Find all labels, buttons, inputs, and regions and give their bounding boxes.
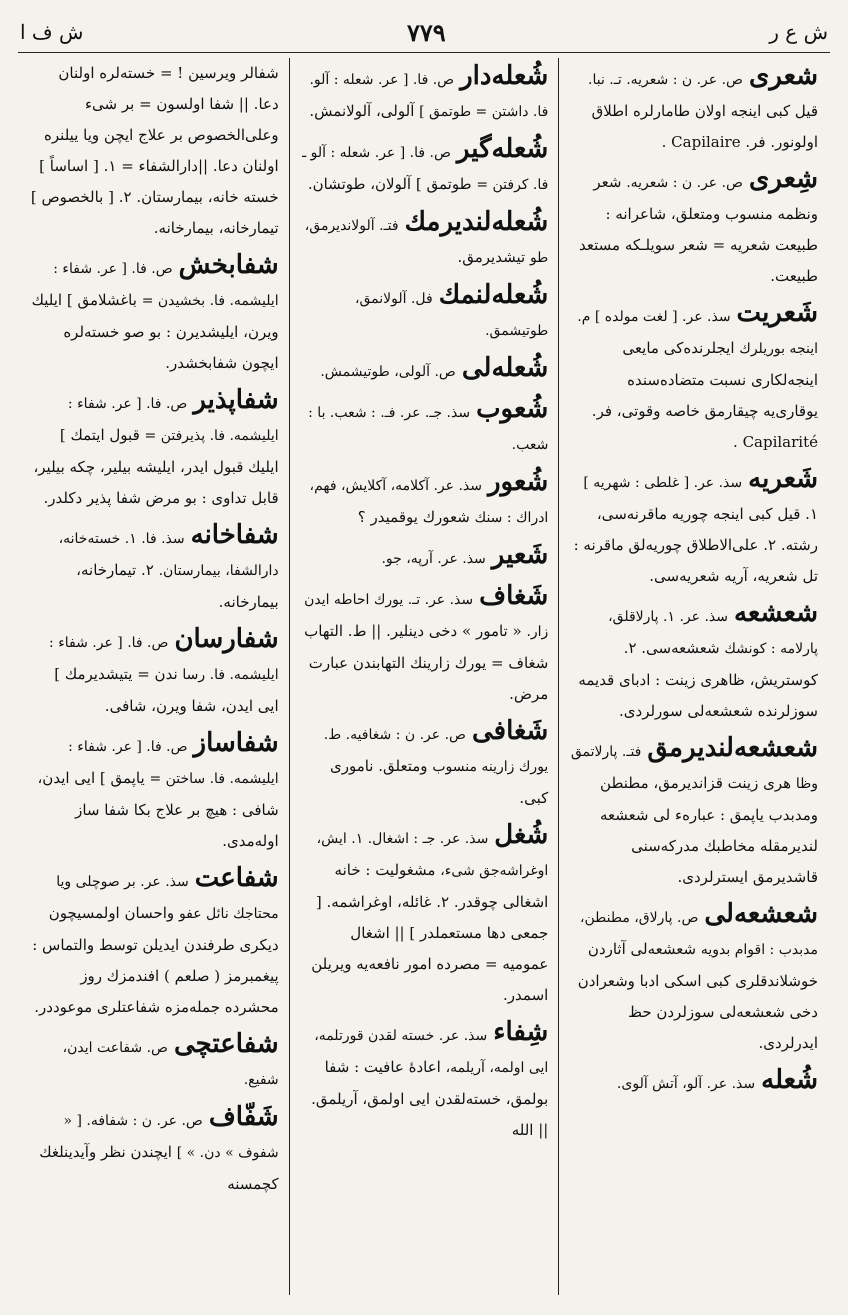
entry-definition: شعورك یوقمیدر ؟ [357, 508, 470, 526]
entry-grammar: ص. فا. [ عر. شفاء : ایلیشمه. فا. ساختن = [68, 739, 279, 787]
entry-grammar: ص. فا. [ عر. شعله : آلو. فا. داشتن = طوتمق ] [309, 72, 549, 120]
entry-definition: تیشدیرمق. [457, 248, 526, 266]
dictionary-entry [30, 1026, 279, 1096]
entry-definition: ایچندن نظر وآیدینلغك کچمسنه [39, 1143, 279, 1193]
dictionary-entry [300, 277, 549, 347]
entry-headword: شَعریت [736, 298, 818, 328]
dictionary-entry [30, 247, 279, 379]
entry-grammar: ص. آلولی، طوتیشمش. [320, 364, 456, 380]
entry-grammar: فل. آلولانمق، طوتیشمق. [354, 291, 549, 339]
entry-grammar: ص. پارلاق، مطنطن، مدبدب : اقوام بدویه [579, 910, 818, 958]
entry-grammar: ص. فا. [ عر. شفاء : ایلیشمه. فا. بخشیدن = [53, 261, 279, 309]
entry-headword: شُغل [494, 820, 549, 850]
entry-headword: شفاعت [194, 863, 279, 893]
entry-headword: شعشعه‌لندیرمق [647, 733, 818, 763]
entry-grammar: ص. عر. ن : شعریه. [626, 175, 743, 191]
entry-grammar: فتـ. آلولاندیرمق، طو [304, 218, 549, 266]
dictionary-entry [30, 621, 279, 722]
entry-grammar: ص. عر. ن : شغافیه. ط. یورك زارینه منسوب [323, 727, 549, 775]
entry-headword: شعشعه [733, 598, 818, 628]
dictionary-entry [569, 461, 818, 592]
entry-definition: آلولی، آلولانمش. [309, 102, 415, 120]
dictionary-entry [30, 860, 279, 1023]
dictionary-entry [569, 896, 818, 1059]
column-middle [290, 58, 560, 1295]
dictionary-entry [300, 58, 549, 128]
entry-headword: شفاعتچی [173, 1029, 279, 1059]
entry-headword: شفارسان [174, 624, 279, 654]
entry-headword: شعری [748, 61, 818, 91]
header-left-letters: ش ف ا [20, 20, 84, 44]
entry-definition: شفالر ویرسین ! = خسته‌لره اولنان دعا. || شفا اولسون = بر شیء وعلی‌الخصوص بر علاج ایچن ویا ییلنره اولنان دعا. ||دارالشفاء = ١. [ اساساً ] خسته خانه، بیمارستان. ٢. [ بالخصوص ] تیمارخانه، بیمارخانه. [30, 64, 279, 237]
dictionary-entry [300, 350, 549, 388]
dictionary-entry [569, 730, 818, 893]
dictionary-entry [30, 725, 279, 857]
entry-definition: یاپمق ] ایی ایدن، شافی : هیچ بر علاج بکا شفا ساز اوله‌مدی. [37, 769, 279, 850]
entry-headword: شُعله‌لندیرمك [404, 207, 549, 237]
entry-grammar: ص. فا. [ عر. شعله : آلو ـ فا. کرفتن = [302, 145, 549, 193]
header-right-letters: ش ع ر [769, 20, 828, 44]
header-rule [18, 52, 830, 53]
entry-definition: باغشلامق ] ایلیك ویرن، ایلیشدیرن : بو صو خسته‌لره ایچون شفابخشدر. [31, 291, 279, 372]
entry-definition: طوتمق ] آلولان، طوتشان. [307, 175, 472, 193]
entry-definition: واحسان اولمسیچون دیکری طرفندن ایدیلن توسط والتماس : پیغمبرمز ( صلعم ) افندمزك روز محشرده جمله‌مزه شفاعتلری موعوددر. [32, 904, 279, 1016]
entry-headword: شعشعه‌لی [704, 899, 818, 929]
entry-grammar: سذ. عر. آلو، آتش آلوی. [616, 1076, 756, 1092]
entry-grammar: سذ. عر. آرپه، جو. [381, 551, 486, 567]
dictionary-entry [300, 817, 549, 1011]
entry-headword: شِفاء [493, 1017, 549, 1047]
entry-headword: شفاپذیر [193, 385, 279, 415]
entry-grammar: سذ. عر. خسته لقدن قورتلمه، ایی اولمه، آریلمه، [314, 1028, 549, 1076]
dictionary-entry [300, 713, 549, 814]
entry-headword: شفابخش [178, 250, 279, 280]
dictionary-entry [300, 464, 549, 534]
entry-definition: شعشعه‌لی آثاردن خوشلاندقلری کبی اسکی ادبا وشعرادن دخی شعشعه‌لی سوزلردن حظ ایدرلردی. [577, 940, 818, 1052]
entry-grammar: ص. عر. ن : شفافه. [ « شفوف » دن. » ] [63, 1113, 279, 1161]
entry-grammar: سذ. فا. ١. خسته‌خانه، دارالشفا، بیمارستان. [58, 531, 279, 579]
entry-grammar: سذ. عر. ١. پارلاقلق، پارلامه : کونشك [608, 609, 818, 657]
entry-headword: شُعله‌لی [461, 353, 549, 383]
entry-grammar: سذ. عر. [ لغت مولده ] م. اینجه بوریلرك [577, 309, 818, 357]
entry-headword: شفاخانه [190, 520, 279, 550]
entry-grammar: سذ. عر. بر صوچلی ویا محتاجك نائل عفو [56, 874, 279, 922]
dictionary-entry [569, 58, 818, 158]
entry-grammar: ص. شفاعت ایدن، شفیع. [62, 1040, 279, 1088]
dictionary-entry [300, 131, 549, 201]
running-header [20, 14, 828, 50]
entry-definition: هری زینت قزاندیرمق، مطنطن ومدبدب یاپمق : عبارهء لی شعشعه لندیرمقله مخاطبك مدرکه‌سنی قاشدیرمق ایسترلردی. [599, 774, 818, 886]
entry-headword: شُعله‌لنمك [438, 280, 549, 310]
dictionary-entry [30, 517, 279, 618]
dictionary-entry [30, 1099, 279, 1200]
entry-definition: قیل کبی اینجه اولان طامارلره اطلاق اولونور. فر. Capilaire . [591, 102, 818, 151]
entry-headword: شفاساز [193, 728, 279, 758]
entry-grammar: فتـ. پارلاتمق وظا [570, 744, 818, 792]
entry-definition: شعر ونظمه منسوب ومتعلق، شاعرانه : طبیعت شعریه = شعر سویلـکه مستعد طبیعت. [579, 173, 818, 285]
entry-headword: شُعله‌دار [460, 61, 549, 91]
dictionary-entry [300, 204, 549, 274]
entry-definition: « تامور » دخی دینلیر. || ط. التهاب شغاف = یورك زارینك التهابندن عبارت مرض. [304, 622, 549, 703]
entry-definition: مشغولیت : خانه اشغالی چوقدر. ٢. غائله، اوغراشمه. [ جمعی دها مستعملدر ] || اشغال عمومیه = مصرده امور نافعه‌یه ویریلن اسمدر. [311, 861, 549, 1004]
dictionary-entry [300, 578, 549, 710]
entry-definition: اعادهٔ عافیت : شفا بولمق، خسته‌لقدن ایی اولمق، آریلمق. || الله [311, 1058, 549, 1139]
entry-definition: ١. قیل کبی اینجه چوریه ماقرنه‌سی، رشته. ٢. علی‌الاطلاق چوریه‌لق ماقرنه : تل شعریه، آریه شعریه‌سی. [573, 505, 818, 585]
entry-definition: ٢. تیمارخانه، بیمارخانه. [76, 561, 279, 611]
entry-headword: شُعوب [476, 394, 549, 424]
dictionary-entry [300, 1014, 549, 1146]
entry-headword: شَغاف [479, 581, 549, 611]
column-left [20, 58, 290, 1295]
entry-headword: شَغافی [471, 716, 549, 746]
dictionary-entry [569, 295, 818, 458]
dictionary-entry [300, 391, 549, 461]
entry-grammar: سذ. عر. [ غلطی : شهریه ] [583, 475, 743, 491]
dictionary-entry [30, 382, 279, 514]
dictionary-entry [569, 1062, 818, 1100]
entry-headword: شَعیر [491, 540, 549, 570]
entry-grammar: ص. عر. ن : شعریه. تـ. نبا. [588, 72, 743, 88]
entry-grammar: سذ. عر. تـ. یورك احاطه ایدن زار. [304, 592, 549, 640]
entry-definition: شعشعه‌سی. ٢. کوستریش، ظاهری زینت : ادبای قدیمه سوزلرنده شعشعه‌لی سورلردی. [578, 639, 818, 720]
entry-definition: ومتعلق. ناموری کبی. [329, 757, 549, 807]
entry-grammar: سذ. عر. جـ : اشغال. ١. ایش، اوغراشه‌جق شیء، [316, 831, 549, 879]
entry-headword: شَعریه [748, 464, 818, 494]
entry-headword: شِعری [748, 164, 818, 194]
entry-definition: قبول ایتمك ] ایلیك قبول ایدر، ایلیشه بیلیر، چکه بیلیر، قابل تداوی : بو مرض شفا پذیر دکلدر. [33, 426, 279, 507]
entry-grammar: سذ. عر. آکلامه، آکلایش، فهم، ادراك : سنك [309, 478, 549, 526]
entry-headword: شُعور [488, 467, 549, 497]
entry-headword: شُعله [761, 1065, 818, 1095]
entry-definition: ایجلرنده‌کی مایعی اینجه‌لکاری نسبت متضاده‌سنده یوقاری‌یه چیقارمق خاصه وقوتی، فر. Capilarité . [591, 339, 818, 451]
column-right [559, 58, 828, 1295]
dictionary-entry [569, 595, 818, 727]
dictionary-entry [569, 161, 818, 292]
entry-grammar: ص. فا. [ عر. شفاء : ایلیشمه. فا. رسا [49, 635, 279, 683]
page-number: ٧٧٩ [407, 17, 446, 47]
entry-grammar: سذ. جـ. عر. فـ. : شعب. با : شعب. [308, 405, 549, 453]
entry-headword: شُعله‌گیر [456, 134, 549, 164]
dictionary-entry [30, 58, 279, 244]
dictionary-entry [300, 537, 549, 575]
entry-headword: شَفّاف [208, 1102, 279, 1132]
entry-definition: ندن = یتیشدیرمك ] ایی ایدن، شفا ویرن، شافی. [54, 665, 279, 715]
entry-grammar: ص. فا. [ عر. شفاء : ایلیشمه. فا. پذیرفتن = [67, 396, 279, 444]
columns [20, 58, 828, 1295]
